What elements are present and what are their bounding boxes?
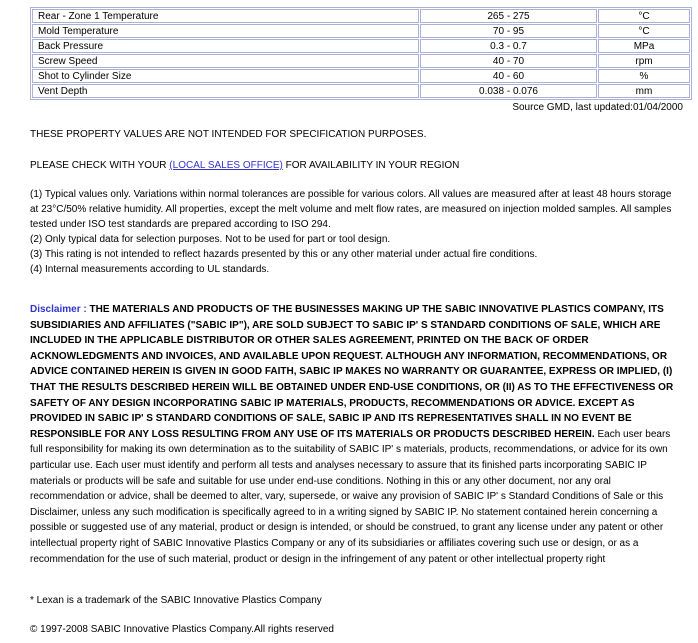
param-name: Screw Speed	[32, 54, 419, 68]
availability-prefix: PLEASE CHECK WITH YOUR	[30, 160, 170, 171]
param-unit: rpm	[598, 54, 690, 68]
footnote-2: (2) Only typical data for selection purposes. Not to be used for part or tool design.	[30, 234, 391, 245]
footnotes-block	[30, 187, 675, 277]
processing-parameters-table	[30, 7, 692, 100]
param-name: Rear - Zone 1 Temperature	[32, 9, 419, 23]
table-row	[32, 39, 690, 53]
param-value: 70 - 95	[420, 24, 597, 38]
param-unit: %	[598, 69, 690, 83]
table-row	[32, 84, 690, 98]
footnote-3: (3) This rating is not intended to reflect hazards presented by this or any other material under actual fire conditions.	[30, 249, 538, 260]
param-name: Mold Temperature	[32, 24, 419, 38]
param-unit: mm	[598, 84, 690, 98]
trademark-note: * Lexan is a trademark of the SABIC Innovative Plastics Company	[30, 595, 322, 607]
local-sales-office-link[interactable]: (LOCAL SALES OFFICE)	[169, 160, 283, 171]
param-name: Shot to Cylinder Size	[32, 69, 419, 83]
param-value: 40 - 70	[420, 54, 597, 68]
param-unit: °C	[598, 24, 690, 38]
disclaimer-body-text: Each user bears full responsibility for making its own determination as to the suitability of SABIC IP' s materials, products, recommendations, or advice for its own particular use. Each user must identify and perform all tests and analyses necessary to assure that its finished parts incorporating SABIC IP materials or products will be safe and suitable for use under end-use conditions. Nothing in this or any other document, nor any oral recommendation or advice, shall be deemed to alter, vary, supersede, or waive any provision of SABIC IP' s Standard Conditions of Sale or this Disclaimer, unless any such modification is specifically agreed to in a writing signed by SABIC IP. No statement contained herein concerning a possible or suggested use of any material, product or design is intended, or should be construed, to grant any license under any patent or other intellectual property right of SABIC Innovative Plastics Company or any of its subsidiaries or affiliates covering such use or design, or as a recommendation for the use of such material, product or design in the infringement of any patent or other intellectual property right	[30, 428, 671, 565]
footnote-4: (4) Internal measurements according to UL standards.	[30, 264, 270, 275]
spec-purpose-statement: THESE PROPERTY VALUES ARE NOT INTENDED FOR SPECIFICATION PURPOSES.	[30, 129, 427, 140]
footnote-1: (1) Typical values only. Variations within normal tolerances are possible for various colors. All values are measured after at least 48 hours storage at 23°C/50% relative humidity. All properties, except the melt volume and melt flow rates, are measured on injection molded samples. All samples tested under ISO test standards are prepared according to ISO 294.	[30, 189, 672, 230]
param-unit: MPa	[598, 39, 690, 53]
availability-statement	[30, 158, 675, 173]
param-value: 265 - 275	[420, 9, 597, 23]
param-name: Vent Depth	[32, 84, 419, 98]
table-row	[32, 24, 690, 38]
copyright-line: © 1997-2008 SABIC Innovative Plastics Company.All rights reserved	[30, 624, 334, 636]
param-name: Back Pressure	[32, 39, 419, 53]
disclaimer-label: Disclaimer :	[30, 304, 90, 315]
availability-suffix: FOR AVAILABILITY IN YOUR REGION	[282, 160, 460, 171]
table-row	[32, 54, 690, 68]
table-row	[32, 9, 690, 23]
param-value: 40 - 60	[420, 69, 597, 83]
param-value: 0.3 - 0.7	[420, 39, 597, 53]
param-unit: °C	[598, 9, 690, 23]
disclaimer-bold-text: THE MATERIALS AND PRODUCTS OF THE BUSINESSES MAKING UP THE SABIC INNOVATIVE PLASTICS COMPANY, ITS SUBSIDIARIES AND AFFILIATES ("SABIC IP"), ARE SOLD SUBJECT TO SABIC IP' S STANDARD CONDITIONS OF SALE, WHICH ARE INCLUDED IN THE APPLICABLE DISTRIBUTOR OR OTHER SALES AGREEMENT, PRINTED ON THE BACK OF ORDER ACKNOWLEDGMENTS AND INVOICES, AND AVAILABLE UPON REQUEST. ALTHOUGH ANY INFORMATION, RECOMMENDATIONS, OR ADVICE CONTAINED HEREIN IS GIVEN IN GOOD FAITH, SABIC IP MAKES NO WARRANTY OR GUARANTEE, EXPRESS OR IMPLIED, (I) THAT THE RESULTS DESCRIBED HEREIN WILL BE OBTAINED UNDER END-USE CONDITIONS, OR (II) AS TO THE EFFECTIVENESS OR SAFETY OF ANY DESIGN INCORPORATING SABIC IP MATERIALS, PRODUCTS, RECOMMENDATIONS OR ADVICE. EXCEPT AS PROVIDED IN SABIC IP' S STANDARD CONDITIONS OF SALE, SABIC IP AND ITS REPRESENTATIVES SHALL IN NO EVENT BE RESPONSIBLE FOR ANY LOSS RESULTING FROM ANY USE OF ITS MATERIALS OR PRODUCTS DESCRIBED HEREIN.	[30, 304, 674, 440]
disclaimer-paragraph	[30, 302, 678, 567]
source-note: Source GMD, last updated:01/04/2000	[512, 102, 683, 113]
param-value: 0.038 - 0.076	[420, 84, 597, 98]
table-row	[32, 69, 690, 83]
